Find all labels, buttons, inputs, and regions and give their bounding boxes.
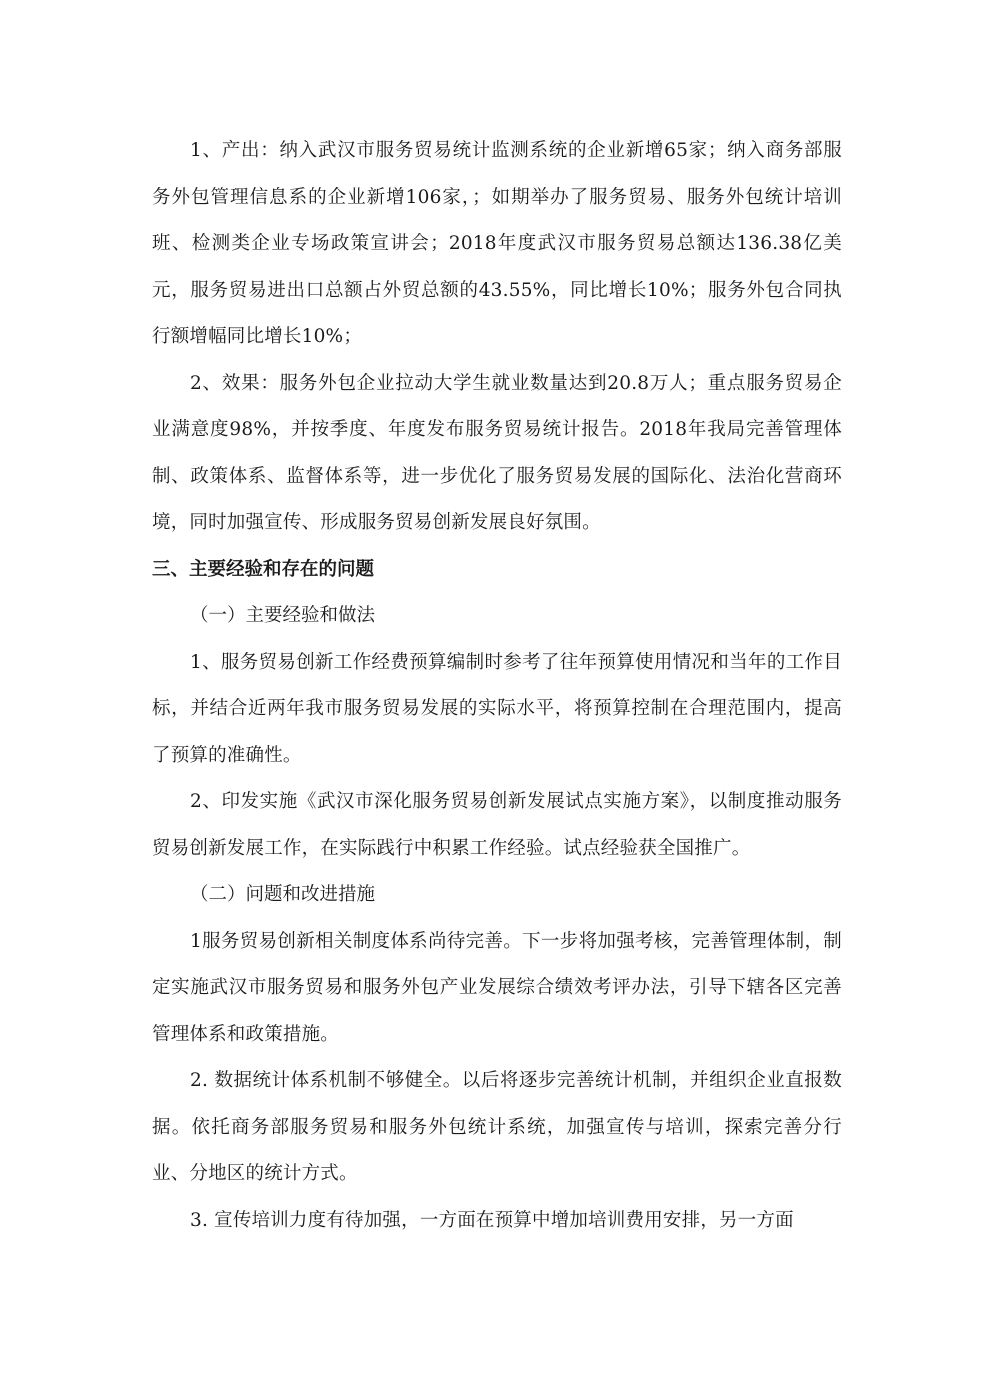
output-paragraph: 1、产出：纳入武汉市服务贸易统计监测系统的企业新增65家；纳入商务部服务外包管理信息系的企业新增106家，；如期举办了服务贸易、服务外包统计培训班、检测类企业专场政策宣讲会；2018年度武汉市服务贸易总额达136.38亿美元，服务贸易进出口总额占外贸总额的43.55%，同比增长10%；服务外包合同执行额增幅同比增长10%；	[152, 140, 842, 347]
problem-item-2: 2. 数据统计体系机制不够健全。以后将逐步完善统计机制，并组织企业直报数据。依托商务部服务贸易和服务外包统计系统，加强宣传与培训，探索完善分行业、分地区的统计方式。	[152, 1070, 843, 1184]
document-body	[152, 128, 842, 1244]
problem-item-1: 1服务贸易创新相关制度体系尚待完善。下一步将加强考核，完善管理体制，制定实施武汉市服务贸易和服务外包产业发展综合绩效考评办法，引导下辖各区完善管理体系和政策措施。	[152, 930, 842, 1045]
problem-item-3: 3. 宣传培训力度有待加强，一方面在预算中增加培训费用安排，另一方面	[190, 1209, 794, 1231]
effect-paragraph: 2、效果：服务外包企业拉动大学生就业数量达到20.8万人；重点服务贸易企业满意度98%，并按季度、年度发布服务贸易统计报告。2018年我局完善管理体制、政策体系、监督体系等，进一步优化了服务贸易发展的国际化、法治化营商环境，同时加强宣传、形成服务贸易创新发展良好氛围。	[152, 372, 842, 533]
experience-item-1: 1、服务贸易创新工作经费预算编制时参考了往年预算使用情况和当年的工作目标，并结合近两年我市服务贸易发展的实际水平，将预算控制在合理范围内，提高了预算的准确性。	[152, 651, 842, 766]
section-heading: 三、主要经验和存在的问题	[152, 558, 375, 580]
problems-subheading: （二）问题和改进措施	[190, 884, 376, 905]
experience-subheading: （一）主要经验和做法	[190, 605, 376, 626]
experience-item-2: 2、印发实施《武汉市深化服务贸易创新发展试点实施方案》，以制度推动服务贸易创新发展工作，在实际践行中积累工作经验。试点经验获全国推广。	[152, 791, 842, 859]
